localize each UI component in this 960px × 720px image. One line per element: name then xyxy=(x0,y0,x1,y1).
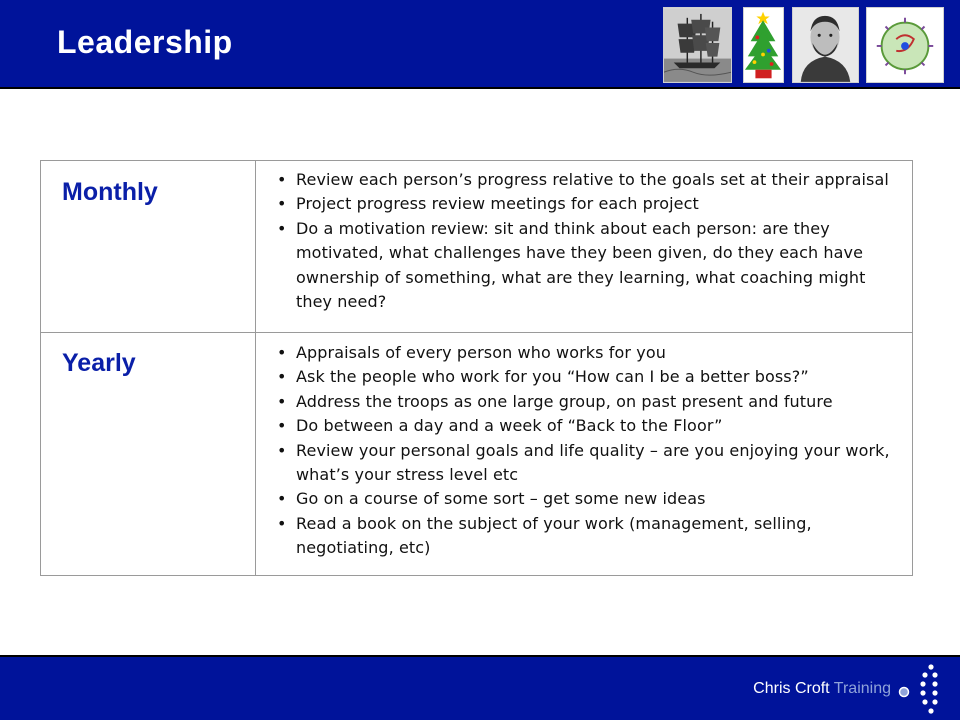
bullet-icon: • xyxy=(277,367,287,387)
bullet-icon: • xyxy=(277,489,287,509)
table-row-monthly xyxy=(41,161,912,333)
bearded-man-portrait-image xyxy=(792,7,859,83)
list-item: • Review each person’s progress relative to the goals set at their appraisal xyxy=(274,168,899,192)
list-item: • Ask the people who work for you “How can I be a better boss?” xyxy=(274,365,899,389)
list-item: • Review your personal goals and life quality – are you enjoying your work, what’s your stress level etc xyxy=(277,440,890,485)
list-item: • Project progress review meetings for each project xyxy=(274,192,899,216)
bullet-icon: • xyxy=(277,416,287,436)
bullet-icon: • xyxy=(277,194,287,214)
brand-accent: Training xyxy=(833,680,891,697)
bullet-icon: • xyxy=(277,440,287,460)
bullet-icon: • xyxy=(277,343,287,362)
row-label-monthly: Monthly xyxy=(62,178,158,206)
brand-name: Chris Croft xyxy=(753,680,830,697)
virus-diagram-image xyxy=(866,7,944,83)
bullet-icon: • xyxy=(277,170,287,189)
list-item: • Read a book on the subject of your work (management, selling, negotiating, etc) xyxy=(277,513,812,558)
dots-logo-icon xyxy=(895,663,945,715)
christmas-tree-image xyxy=(743,7,784,83)
slide-title: Leadership xyxy=(57,24,233,60)
sailing-ship-image xyxy=(663,7,732,83)
list-item: • Do between a day and a week of “Back to the Floor” xyxy=(274,414,899,438)
list-item: • Go on a course of some sort – get some new ideas xyxy=(274,487,899,511)
list-item: • Address the troops as one large group, on past present and future xyxy=(274,390,899,414)
table-row-yearly xyxy=(41,333,912,575)
bullet-icon: • xyxy=(277,513,287,533)
header-bar xyxy=(0,0,960,89)
footer-bar xyxy=(0,655,960,720)
footer-brand xyxy=(753,680,891,698)
list-item: • Appraisals of every person who works for you xyxy=(274,341,899,365)
bullet-icon: • xyxy=(277,218,287,238)
monthly-bullet-list xyxy=(274,168,899,314)
row-label-yearly: Yearly xyxy=(62,349,136,377)
list-item: • Do a motivation review: sit and think about each person: are they motivated, what challenges have they been given, do they each have ownership of something, what are they learning, what coaching might they need? xyxy=(277,218,866,312)
bullet-icon: • xyxy=(277,391,287,411)
content-table xyxy=(40,160,913,576)
yearly-bullet-list xyxy=(274,341,899,561)
